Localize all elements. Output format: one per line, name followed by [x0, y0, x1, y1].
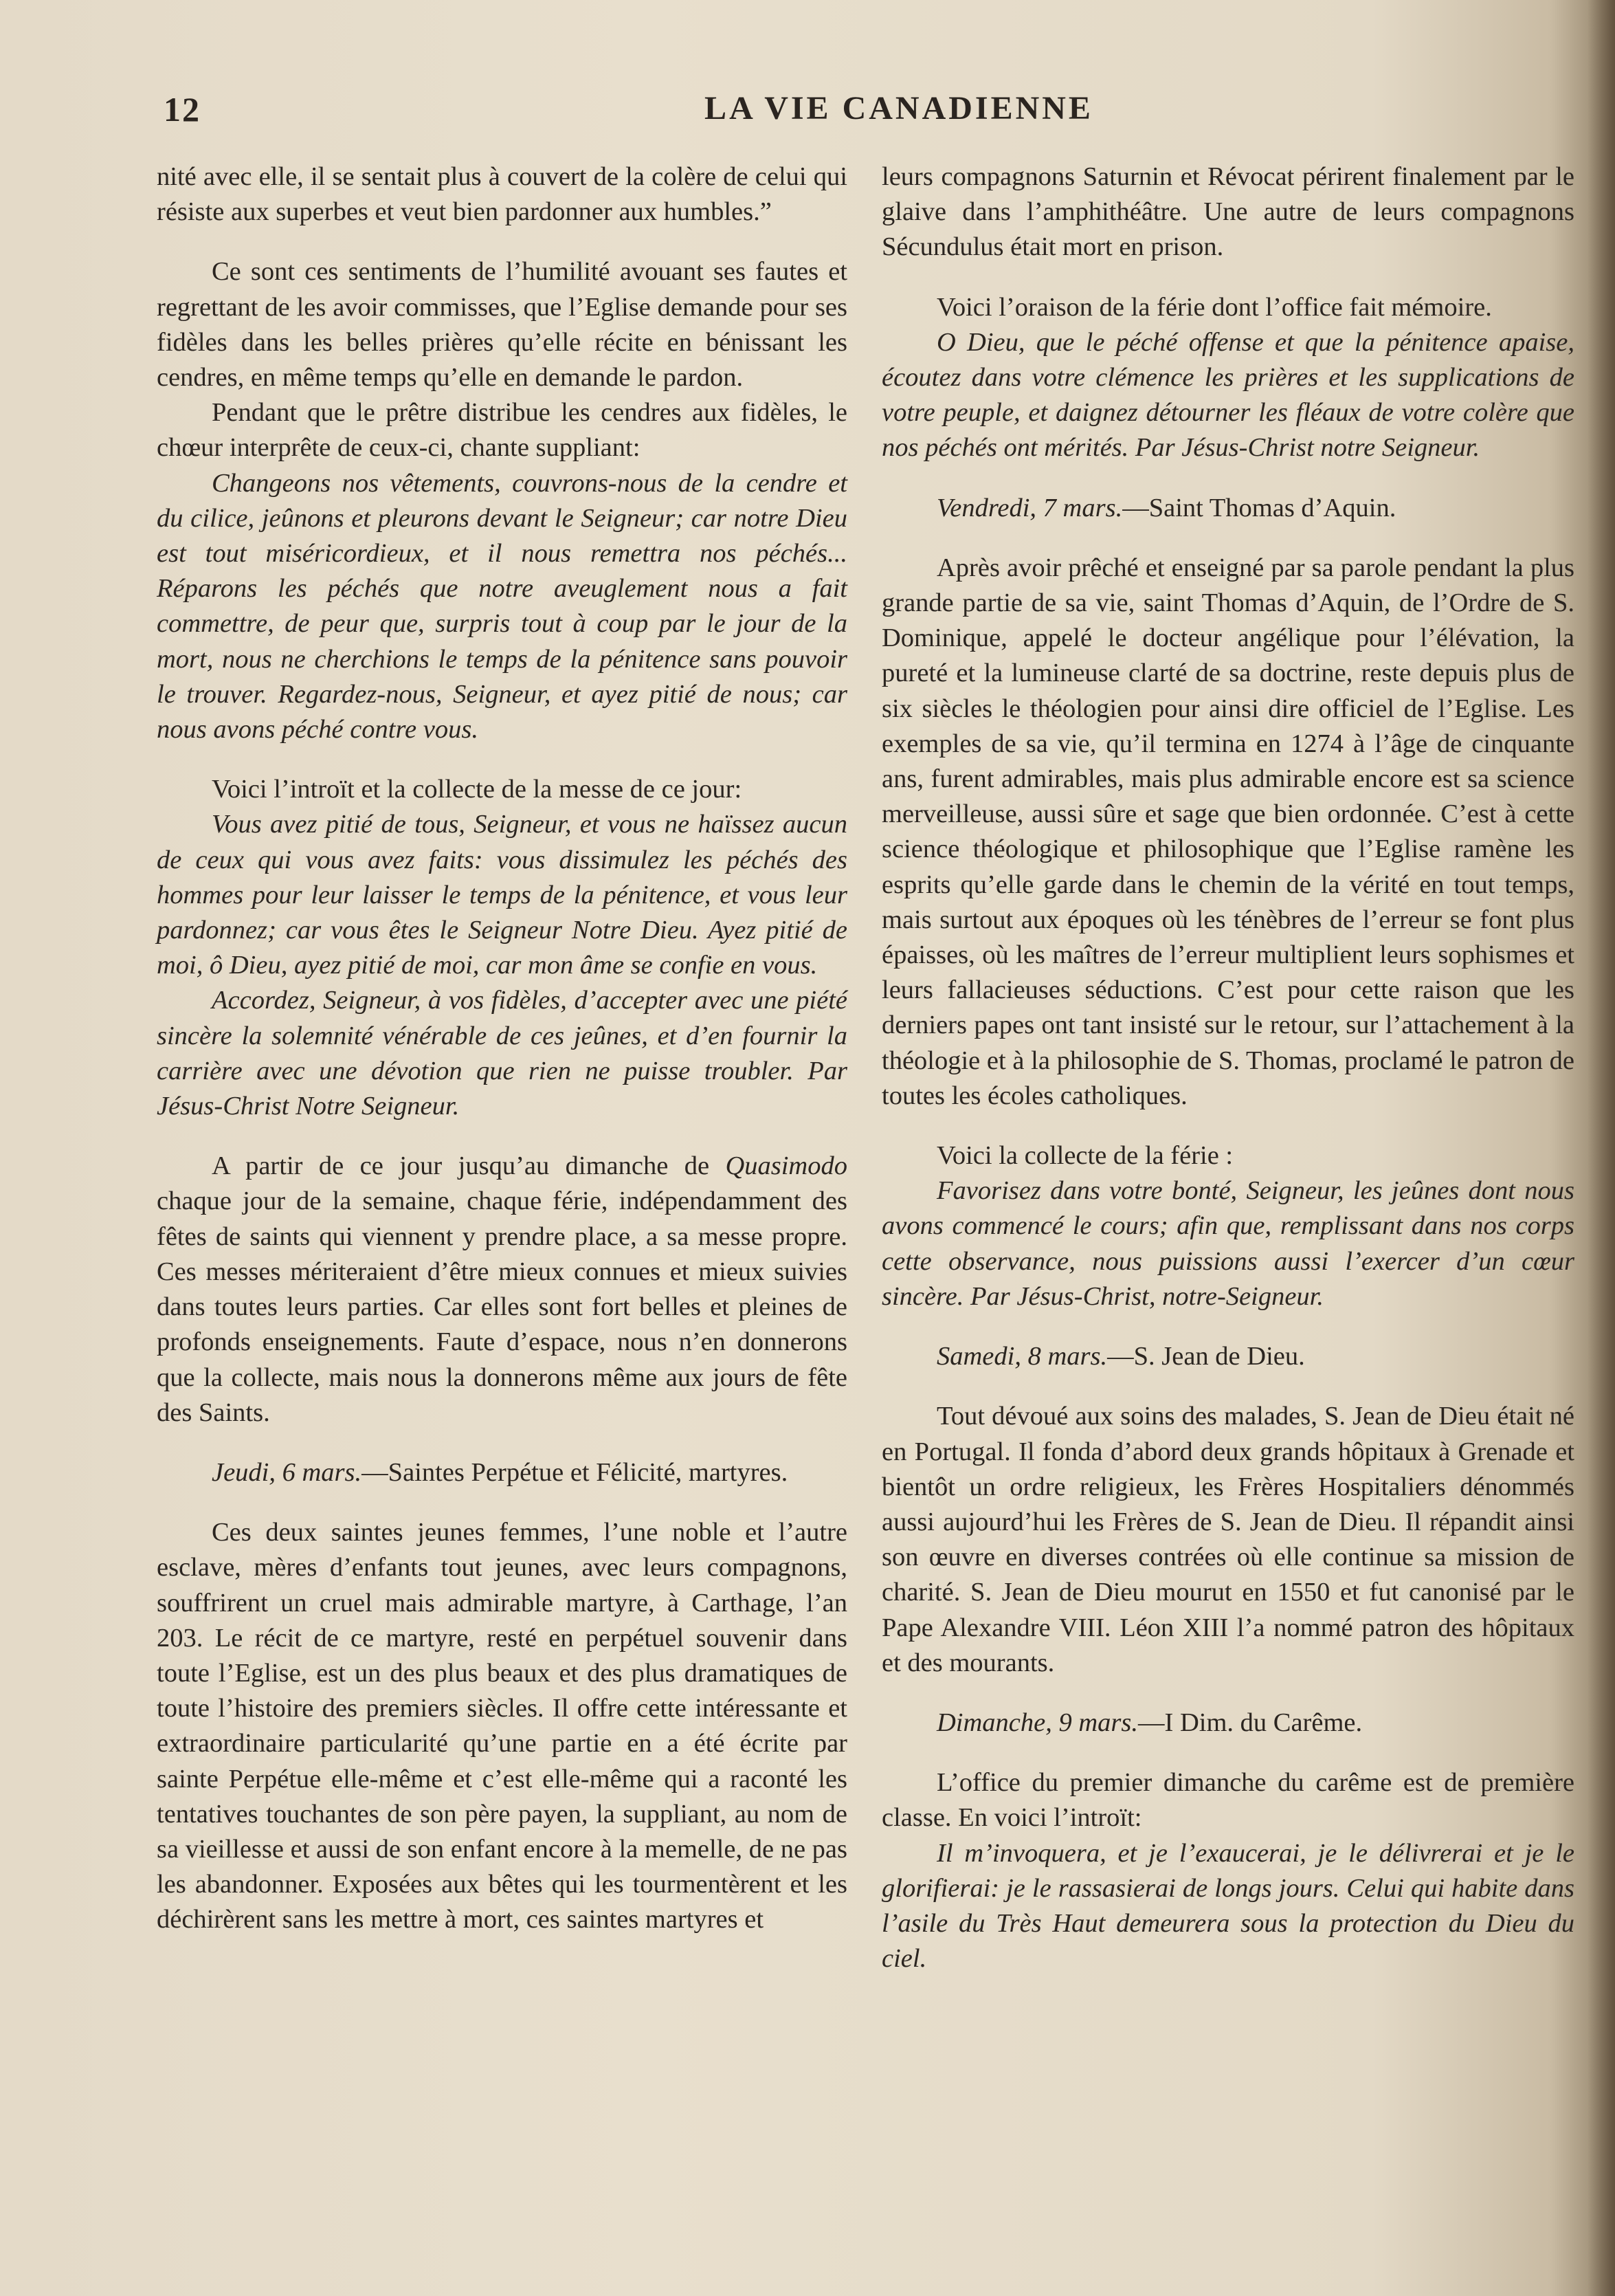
day-date: Samedi, 8 mars. — [937, 1342, 1108, 1371]
day-heading — [882, 1706, 1574, 1741]
paragraph: Voici la collecte de la férie : — [937, 1141, 1234, 1171]
paragraph: Voici l’oraison de la férie dont l’office fait mémoire. — [937, 292, 1492, 322]
prayer-quote: Changeons nos vêtements, couvrons-nous de la cendre et du cilice, jeûnons et pleurons devant le Seigneur; car notre Dieu est tout miséricordieux, et il nous remettra nos péchés... Réparons les péchés que notre aveuglement nous a fait commettre, de peur que, surpris tout à coup par le jour de la mort, nous ne cherchions le temps de la pénitence sans pouvoir le trouver. Regardez-nous, Seigneur, et ayez pitié de nous; car nous avons péché contre vous. — [157, 468, 847, 744]
day-date: Vendredi, 7 mars. — [937, 493, 1123, 522]
collect-quote: Accordez, Seigneur, à vos fidèles, d’accepter avec une piété sincère la solemnité vénérable de ces jeûnes, et d’en fournir la carrière avec une dévotion que rien ne puisse troubler. Par Jésus-Christ Notre Seigneur. — [157, 986, 847, 1121]
day-date: Jeudi, 6 mars. — [212, 1457, 362, 1487]
paragraph — [157, 1149, 847, 1431]
paragraph: Pendant que le prêtre distribue les cendres aux fidèles, le chœur interprête de ceux-ci, chante suppliant: — [157, 398, 847, 463]
paragraph: Ces deux saintes jeunes femmes, l’une noble et l’autre esclave, mères d’enfants tout jeunes, avec leurs compagnons, souffrirent un cruel mais admirable martyre, à Carthage, l’an 203. Le récit de ce martyre, resté en perpétuel souvenir dans toute l’Eglise, est un des plus beaux et des plus dramatiques de toute l’histoire des premiers siècles. Il offre cette intéressante et extraordinaire particularité qu’une partie en a été écrite par sainte Perpétue elle-même et c’est elle-même qui a raconté les tentatives touchantes de son père payen, la suppliant, au nom de sa vieillesse et aussi de son enfant encore à la memelle, de ne pas les abandonner. Exposées aux bêtes qui les tourmentèrent et les déchirèrent sans les mettre à mort, ces saintes martyres et — [157, 1518, 847, 1934]
page-number: 12 — [164, 90, 201, 129]
day-heading — [157, 1455, 847, 1490]
quasimodo-term: Quasimodo — [725, 1151, 847, 1181]
introit-quote: Il m’invoquera, et je l’exaucerai, je le délivrerai et je le glorifierai: je le rassasierai de longs jours. Celui qui habite dans l’asile du Très Haut demeurera sous la protection du Dieu du ciel. — [882, 1838, 1574, 1974]
day-date: Dimanche, 9 mars. — [937, 1708, 1138, 1737]
oraison-quote: O Dieu, que le péché offense et que la pénitence apaise, écoutez dans votre clémence les prières et les supplications de votre peuple, et daignez détourner les fléaux de votre colère que nos péchés ont mérités. Par Jésus-Christ notre Seigneur. — [882, 327, 1574, 463]
running-title: LA VIE CANADIENNE — [704, 90, 1093, 126]
day-heading — [882, 491, 1574, 526]
day-saint: —Saintes Perpétue et Félicité, martyres. — [361, 1457, 788, 1487]
paragraph: Voici l’introït et la collecte de la messe de ce jour: — [212, 775, 742, 804]
day-saint: —S. Jean de Dieu. — [1107, 1342, 1305, 1371]
binding-edge-shadow — [1588, 0, 1615, 2296]
paragraph: Tout dévoué aux soins des malades, S. Jean de Dieu était né en Portugal. Il fonda d’abord deux grands hôpitaux à Grenade et bientôt un ordre religieux, les Frères Hospitaliers dénommés aussi aujourd’hui les Frères de S. Jean de Dieu. Il répandit ainsi son œuvre en diverses contrées où elle continue sa mission de charité. S. Jean de Dieu mourut en 1550 et fut canonisé par le Pape Alexandre VIII. Léon XIII l’a nommé patron des hôpitaux et des mourants. — [882, 1402, 1574, 1677]
paragraph: L’office du premier dimanche du carême est de première classe. En voici l’introït: — [882, 1768, 1574, 1833]
paragraph: Ce sont ces sentiments de l’humilité avouant ses fautes et regrettant de les avoir commisses, que l’Eglise demande pour ses fidèles dans les belles prières qu’elle récite en bénissant les cendres, en même temps qu’elle en demande le pardon. — [157, 257, 847, 393]
right-column — [882, 159, 1574, 1976]
paragraph: Après avoir prêché et enseigné par sa parole pendant la plus grande partie de sa vie, saint Thomas d’Aquin, de l’Ordre de S. Dominique, appelé le docteur angélique pour l’élévation, la pureté et la lumineuse clarté de sa doctrine, reste depuis plus de six siècles le théologien pour ainsi dire officiel de l’Eglise. Les exemples de sa vie, qu’il termina en 1274 à l’âge de cinquante ans, furent admirables, mais plus admirable encore est sa science merveilleuse, aussi sûre et sage que bien ordonnée. C’est à cette science théologique et philosophique que l’Eglise ramène les esprits qu’elle garde dans le chemin de la vérité en tout temps, mais surtout aux époques où les ténèbres de l’erreur se font plus épaisses, où les maîtres de l’erreur multiplient leurs sophismes et leurs fallacieuses séductions. C’est pour cette raison que les derniers papes ont tant insisté sur le retour, sur l’attachement à la théologie et à la philosophie de S. Thomas, proclamé le patron de toutes les écoles catholiques. — [882, 553, 1574, 1110]
paragraph: nité avec elle, il se sentait plus à couvert de la colère de celui qui résiste aux superbes et veut bien pardonner aux humbles.” — [157, 162, 847, 227]
paragraph-text: A partir de ce jour jusqu’au dimanche de — [212, 1151, 726, 1181]
day-saint: —I Dim. du Carême. — [1138, 1708, 1363, 1737]
left-column — [157, 159, 847, 1938]
collect-quote: Favorisez dans votre bonté, Seigneur, les jeûnes dont nous avons commencé le cours; afin que, remplissant dans nos corps cette observance, nous puissions aussi l’exercer d’un cœur sincère. Par Jésus-Christ, notre-Seigneur. — [882, 1176, 1574, 1311]
paragraph: leurs compagnons Saturnin et Révocat périrent finalement par le glaive dans l’amphithéâtre. Une autre de leurs compagnons Sécundulus était mort en prison. — [882, 162, 1574, 262]
introit-quote: Vous avez pitié de tous, Seigneur, et vous ne haïssez aucun de ceux qui vous avez faits: vous dissimulez les péchés des hommes pour leur laisser le temps de la pénitence, et vous leur pardonnez; car vous êtes le Seigneur Notre Dieu. Ayez pitié de moi, ô Dieu, ayez pitié de moi, car mon âme se confie en vous. — [157, 810, 847, 980]
day-heading — [882, 1339, 1574, 1374]
paragraph-text: chaque jour de la semaine, chaque férie, indépendamment des fêtes de saints qui viennent y prendre place, a sa messe propre. Ces messes mériteraient d’être mieux connues et mieux suivies dans toutes leurs parties. Car elles sont fort belles et pleines de profonds enseignements. Faute d’espace, nous n’en donnerons que la collecte, mais nous la donnerons même aux jours de fête des Saints. — [157, 1186, 847, 1427]
page-header — [164, 89, 1504, 131]
day-saint: —Saint Thomas d’Aquin. — [1122, 493, 1396, 522]
